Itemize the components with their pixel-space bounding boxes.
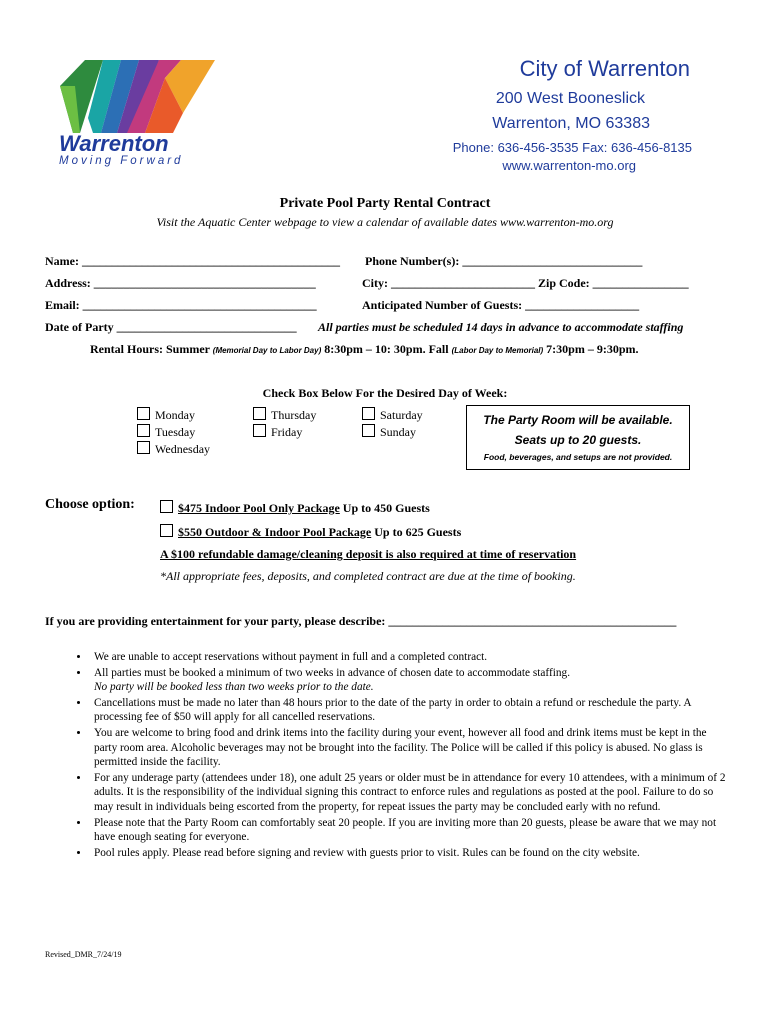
option-indoor-title: $475 Indoor Pool Only Package: [178, 501, 340, 515]
hours-fall-time: 7:30pm – 9:30pm.: [546, 342, 639, 356]
hours-summer-range: (Memorial Day to Labor Day): [212, 346, 322, 355]
day-label: Saturday: [380, 408, 423, 422]
day-thursday[interactable]: [253, 407, 316, 423]
logo-graphic: [55, 58, 215, 168]
rule-item: • For any underage party (attendees under 18), one adult 25 years or older must be in attendance for every 10 attendees, with a minimum of 2 adults. It is the responsibility of the individual signing this contract to enforce rules and regulations as posted at the pool. Failure to do so may result in individuals being escorted from the property, for repeat issues the party may be concluded early with no refund.: [90, 771, 726, 815]
hours-summer-label: Rental Hours: Summer: [90, 342, 210, 356]
address-field[interactable]: Address: _____________________________________: [45, 276, 316, 290]
guests-field[interactable]: Anticipated Number of Guests: ___________________: [362, 298, 640, 312]
party-room-line3: Food, beverages, and setups are not provided.: [483, 452, 673, 462]
checkbox[interactable]: [253, 407, 266, 420]
checkbox[interactable]: [137, 441, 150, 454]
day-tuesday[interactable]: [137, 424, 195, 440]
revision-footer: Revised_DMR_7/24/19: [45, 950, 122, 959]
day-saturday[interactable]: [362, 407, 423, 423]
option-outdoor-indoor[interactable]: [160, 524, 461, 540]
date-note: All parties must be scheduled 14 days in advance to accommodate staffing: [318, 320, 684, 334]
booking-note: *All appropriate fees, deposits, and completed contract are due at the time of booking.: [160, 569, 576, 583]
day-monday[interactable]: [137, 407, 195, 423]
hours-fall-range-text: (Labor Day to Memorial): [451, 346, 544, 355]
option-indoor-guests: Up to 450 Guests: [339, 501, 430, 515]
party-room-line1: The Party Room will be available.: [483, 413, 673, 427]
option-outdoor-title: $550 Outdoor & Indoor Pool Package: [178, 525, 372, 539]
city-zip-field[interactable]: City: ________________________ Zip Code: ________________: [362, 276, 689, 290]
day-label: Friday: [271, 425, 303, 439]
deposit-note: A $100 refundable damage/cleaning deposit is also required at time of reservation: [160, 547, 577, 561]
checkbox[interactable]: [362, 424, 375, 437]
checkbox[interactable]: [362, 407, 375, 420]
checkbox[interactable]: [253, 424, 266, 437]
document-title: Private Pool Party Rental Contract: [279, 196, 491, 211]
rule-item: • Please note that the Party Room can comfortably seat 20 people. If you are inviting more than 20 guests, please be aware that we may not have enough seating for everyone.: [90, 816, 726, 845]
address-line2: Warrenton, MO 63383: [492, 115, 650, 132]
entertainment-field[interactable]: If you are providing entertainment for your party, please describe: ________________________________________________: [45, 614, 677, 628]
city-name: City of Warrenton: [519, 56, 690, 81]
warrenton-logo: [55, 58, 215, 168]
hours-summer-time: 8:30pm – 10: 30pm. Fall: [324, 342, 449, 356]
day-label: Monday: [155, 408, 195, 422]
day-label: Wednesday: [155, 442, 211, 456]
days-heading: Check Box Below For the Desired Day of Week:: [262, 386, 508, 400]
day-label: Thursday: [271, 408, 317, 422]
checkbox[interactable]: [137, 407, 150, 420]
document-subtitle: Visit the Aquatic Center webpage to view a calendar of available dates www.warrenton-mo.org: [156, 215, 614, 229]
day-friday[interactable]: [253, 424, 302, 440]
checkbox[interactable]: [137, 424, 150, 437]
rule-text: All parties must be booked a minimum of two weeks in advance of chosen date to accommodate staffing.: [94, 666, 571, 679]
phone-fax: Phone: 636-456-3535 Fax: 636-456-8135: [452, 140, 692, 155]
logo-text: Warrenton: [59, 131, 169, 156]
website-link[interactable]: www.warrenton-mo.org: [502, 158, 636, 173]
name-field[interactable]: Name: ___________________________________________: [45, 254, 340, 268]
day-label: Tuesday: [155, 425, 196, 439]
address-line1: 200 West Booneslick: [495, 90, 645, 107]
phone-field[interactable]: Phone Number(s): ______________________________: [365, 254, 643, 268]
day-sunday[interactable]: [362, 424, 416, 440]
logo-tagline: Moving Forward: [59, 155, 184, 167]
day-label: Sunday: [380, 425, 416, 439]
day-wednesday[interactable]: [137, 441, 210, 457]
rule-item: • We are unable to accept reservations without payment in full and a completed contract.: [90, 650, 726, 665]
checkbox[interactable]: [160, 500, 173, 513]
rule-italic: No party will be booked less than two weeks prior to the date.: [94, 681, 374, 694]
rule-item: • Pool rules apply. Please read before signing and review with guests prior to visit. Rules can be found on the city website.: [90, 846, 726, 861]
email-field[interactable]: Email: _______________________________________: [45, 298, 317, 312]
party-room-line2: Seats up to 20 guests.: [514, 433, 642, 447]
date-field[interactable]: Date of Party ______________________________: [45, 320, 297, 334]
rule-item: • Cancellations must be made no later than 48 hours prior to the date of the party in order to obtain a refund or reschedule the party. A processing fee of $50 will apply for all cancelled reservations.: [90, 696, 726, 725]
rental-hours: [90, 342, 639, 357]
rule-item: • You are welcome to bring food and drink items into the facility during your event, however all food and drink items must be kept in the party room area. Alcoholic beverages may not be brought into the facility. The Police will be called if this policy is abused. No glass is permitted inside the facility.: [90, 726, 726, 770]
option-outdoor-guests: Up to 625 Guests: [371, 525, 462, 539]
rules-list: [66, 650, 726, 861]
choose-option-label: Choose option:: [45, 497, 135, 512]
checkbox[interactable]: [160, 524, 173, 537]
party-room-notice: [466, 405, 690, 470]
option-indoor[interactable]: [160, 500, 430, 516]
rule-item: [90, 666, 726, 695]
